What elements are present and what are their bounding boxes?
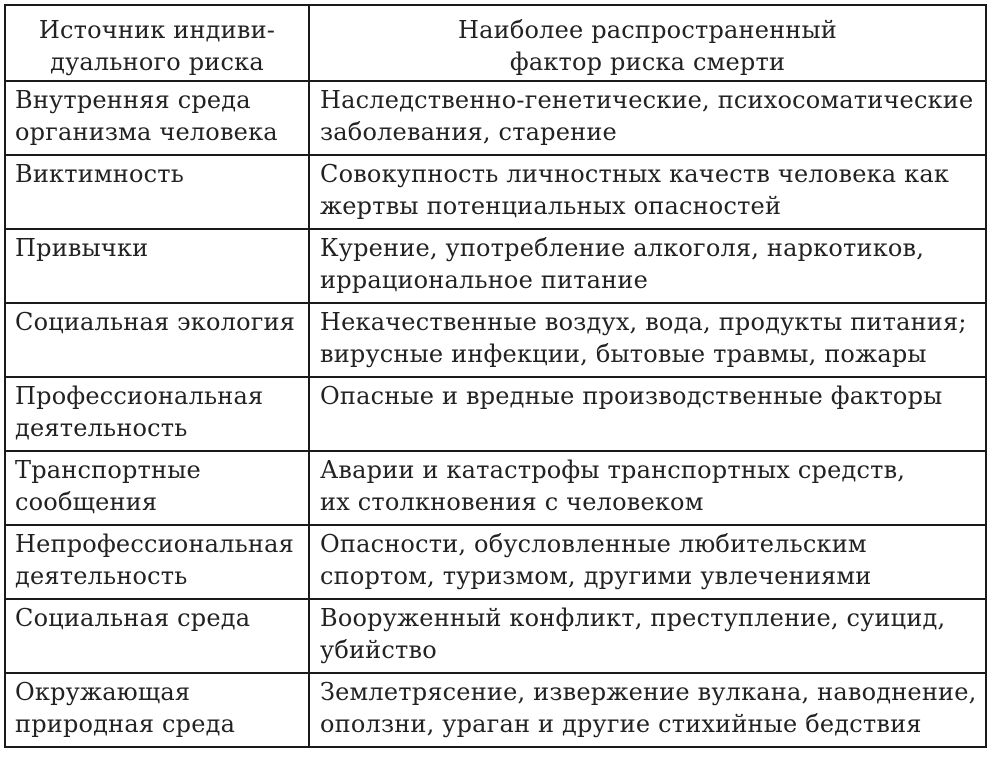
cell-source: Привычки <box>5 229 309 303</box>
risk-factors-table <box>4 4 987 748</box>
cell-source: Внутренняя среда организма человека <box>5 81 309 155</box>
cell-source: Социальная среда <box>5 599 309 673</box>
cell-factor: Опасности, обусловленные любительским спортом, туризмом, другими увлечениями <box>309 525 986 599</box>
cell-source: Социальная экология <box>5 303 309 377</box>
cell-factor: Вооруженный конфликт, преступление, суицид, убийство <box>309 599 986 673</box>
table-row <box>5 525 986 599</box>
table-row <box>5 155 986 229</box>
table-row <box>5 377 986 451</box>
table-row <box>5 673 986 747</box>
cell-factor: Курение, употребление алкоголя, наркотиков, иррациональное питание <box>309 229 986 303</box>
header-source: Источник индиви- дуального риска <box>5 5 309 81</box>
cell-factor: Совокупность личностных качеств человека как жертвы потенциальных опасностей <box>309 155 986 229</box>
header-factor: Наиболее распространенный фактор риска смерти <box>309 5 986 81</box>
table-row <box>5 229 986 303</box>
cell-source: Виктимность <box>5 155 309 229</box>
cell-source: Окружающая природная среда <box>5 673 309 747</box>
table-row <box>5 303 986 377</box>
table-row <box>5 451 986 525</box>
table-row <box>5 81 986 155</box>
cell-factor: Аварии и катастрофы транспортных средств, их столкновения с человеком <box>309 451 986 525</box>
cell-factor: Наследственно-генетические, психосоматические заболевания, старение <box>309 81 986 155</box>
cell-source: Профессиональная деятельность <box>5 377 309 451</box>
header-row <box>5 5 986 81</box>
cell-source: Транспортные сообщения <box>5 451 309 525</box>
cell-factor: Опасные и вредные производственные факторы <box>309 377 986 451</box>
cell-factor: Землетрясение, извержение вулкана, наводнение, оползни, ураган и другие стихийные бедствия <box>309 673 986 747</box>
cell-source: Непрофессиональная деятельность <box>5 525 309 599</box>
table-row <box>5 599 986 673</box>
cell-factor: Некачественные воздух, вода, продукты питания; вирусные инфекции, бытовые травмы, пожары <box>309 303 986 377</box>
